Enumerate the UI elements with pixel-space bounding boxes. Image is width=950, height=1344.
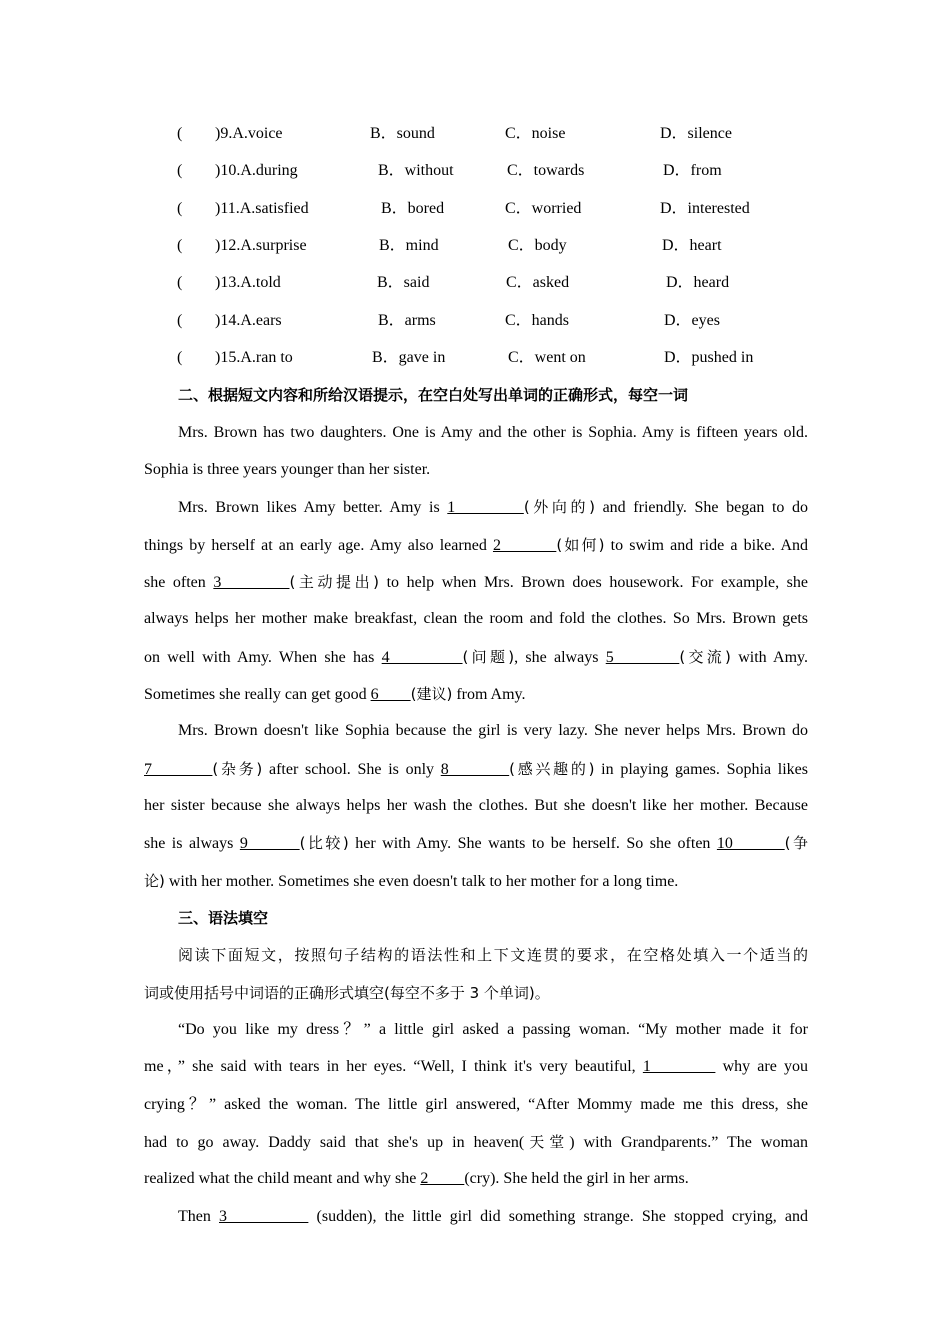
para-line: always helps her mother make breakfast, clean the room and fold the clothes. So Mrs. Brown gets — [144, 610, 808, 627]
para-line: things by herself at an early age. Amy also learned 2 (如何) to swim and ride a bike. And — [144, 536, 808, 554]
blank-4[interactable]: 4 — [381, 649, 463, 666]
hint: (主动提出) — [289, 573, 380, 591]
para-line: crying？” asked the woman. The little girl answered, “After Mommy made me this dress, she — [144, 1096, 808, 1113]
option-c: C．went on — [508, 349, 586, 366]
grammar-blank-2[interactable]: 2 — [420, 1170, 465, 1187]
option-a: )10.A.during — [215, 162, 298, 179]
answer-bracket[interactable]: ( — [177, 200, 183, 217]
choice-row — [0, 234, 950, 258]
para-line: Sometimes she really can get good 6 (建议) from Amy. — [144, 685, 526, 703]
option-a: )14.A.ears — [215, 312, 282, 329]
para-line: “Do you like my dress？” a little girl asked a passing woman. “My mother made it for — [178, 1021, 808, 1038]
answer-bracket[interactable]: ( — [177, 237, 183, 254]
option-d: D．from — [663, 162, 722, 179]
option-a: )15.A.ran to — [215, 349, 293, 366]
para-line: Mrs. Brown doesn't like Sophia because the girl is very lazy. She never helps Mrs. Brown do — [178, 722, 808, 739]
option-b: B．sound — [370, 125, 435, 142]
blank-8[interactable]: 8 — [440, 761, 510, 778]
option-d: D．silence — [660, 125, 732, 142]
option-d: D．eyes — [664, 312, 720, 329]
option-a: )9.A.voice — [215, 125, 283, 142]
option-c: C．asked — [506, 274, 570, 291]
grammar-blank-1[interactable]: 1 — [642, 1058, 716, 1075]
para-line: she often 3 (主动提出) to help when Mrs. Brown does housework. For example, she — [144, 573, 808, 591]
option-d: D．pushed in — [664, 349, 754, 366]
blank-2[interactable]: 2 — [492, 537, 557, 554]
instruction-line: 阅读下面短文，按照句子结构的语法性和上下文连贯的要求，在空格处填入一个适当的 — [178, 946, 808, 964]
hint: (感兴趣的) — [509, 760, 595, 778]
option-b: B．mind — [379, 237, 439, 254]
blank-3[interactable]: 3 — [213, 574, 290, 591]
para-line: on well with Amy. When she has 4 (问题), she always 5 (交流) with Amy. — [144, 648, 809, 666]
section3-heading: 三、语法填空 — [178, 909, 269, 927]
choice-row — [0, 346, 950, 370]
hint: (争 — [784, 834, 808, 852]
grammar-blank-3[interactable]: 3 — [219, 1208, 309, 1225]
option-c: C．hands — [505, 312, 570, 329]
option-b: B．arms — [378, 312, 436, 329]
hint: (外向的) — [523, 498, 595, 516]
option-c: C．body — [508, 237, 567, 254]
para-line: she is always 9 (比较) her with Amy. She wants to be herself. So she often 10 (争 — [144, 834, 808, 852]
option-c: C．noise — [505, 125, 566, 142]
option-a: )11.A.satisfied — [215, 200, 309, 217]
option-c: C．worried — [505, 200, 582, 217]
para-line: Mrs. Brown has two daughters. One is Amy and the other is Sophia. Amy is fifteen years old. — [178, 424, 808, 441]
para-line: her sister because she always helps her wash the clothes. But she doesn't like her mother. Because — [144, 797, 808, 814]
hint: (如何) — [556, 536, 605, 554]
option-b: B．gave in — [372, 349, 446, 366]
option-d: D．heard — [666, 274, 730, 291]
para-line: 7 (杂务) after school. She is only 8 (感兴趣的) in playing games. Sophia likes — [144, 760, 808, 778]
option-c: C．towards — [507, 162, 585, 179]
blank-1[interactable]: 1 — [447, 499, 524, 516]
hint: (交流) — [679, 648, 731, 666]
hint: (问题) — [462, 648, 515, 666]
blank-10[interactable]: 10 — [716, 835, 785, 852]
section2-heading: 二、根据短文内容和所给汉语提示，在空白处写出单词的正确形式，每空一词 — [178, 386, 689, 404]
option-a: )13.A.told — [215, 274, 281, 291]
option-d: D．heart — [662, 237, 722, 254]
blank-6[interactable]: 6 — [370, 686, 411, 703]
option-d: D．interested — [660, 200, 750, 217]
hint: (杂务) — [212, 760, 263, 778]
option-b: B．without — [378, 162, 454, 179]
option-a: )12.A.surprise — [215, 237, 307, 254]
hint: (建议) — [410, 685, 453, 703]
para-line: 论) with her mother. Sometimes she even doesn't talk to her mother for a long time. — [144, 872, 679, 890]
answer-bracket[interactable]: ( — [177, 349, 183, 366]
blank-9[interactable]: 9 — [239, 835, 300, 852]
choice-row — [0, 309, 950, 333]
para-line: realized what the child meant and why she 2 (cry). She held the girl in her arms. — [144, 1170, 689, 1187]
para-line: me，” she said with tears in her eyes. “Well, I think it's very beautiful, 1 why are you — [144, 1058, 809, 1075]
para-line: Mrs. Brown likes Amy better. Amy is 1 (外向的) and friendly. She began to do — [178, 498, 809, 516]
instruction-line: 词或使用括号中词语的正确形式填空(每空不多于 3 个单词)。 — [144, 984, 550, 1002]
hint: (比较) — [299, 834, 349, 852]
blank-5[interactable]: 5 — [605, 649, 680, 666]
answer-bracket[interactable]: ( — [177, 312, 183, 329]
answer-bracket[interactable]: ( — [177, 125, 183, 142]
option-b: B．said — [377, 274, 430, 291]
para-line: Then 3 (sudden), the little girl did something strange. She stopped crying, and — [178, 1208, 809, 1225]
choice-row — [0, 197, 950, 221]
blank-7[interactable]: 7 — [144, 761, 213, 778]
para-line: Sophia is three years younger than her sister. — [144, 461, 431, 478]
choice-row — [0, 271, 950, 295]
choice-row — [0, 122, 950, 146]
answer-bracket[interactable]: ( — [177, 162, 183, 179]
hint: 论) — [144, 872, 165, 890]
answer-bracket[interactable]: ( — [177, 274, 183, 291]
choice-row — [0, 159, 950, 183]
option-b: B．bored — [381, 200, 445, 217]
para-line: had to go away. Daddy said that she's up in heaven(天堂) with Grandparents.” The woman — [144, 1133, 809, 1151]
